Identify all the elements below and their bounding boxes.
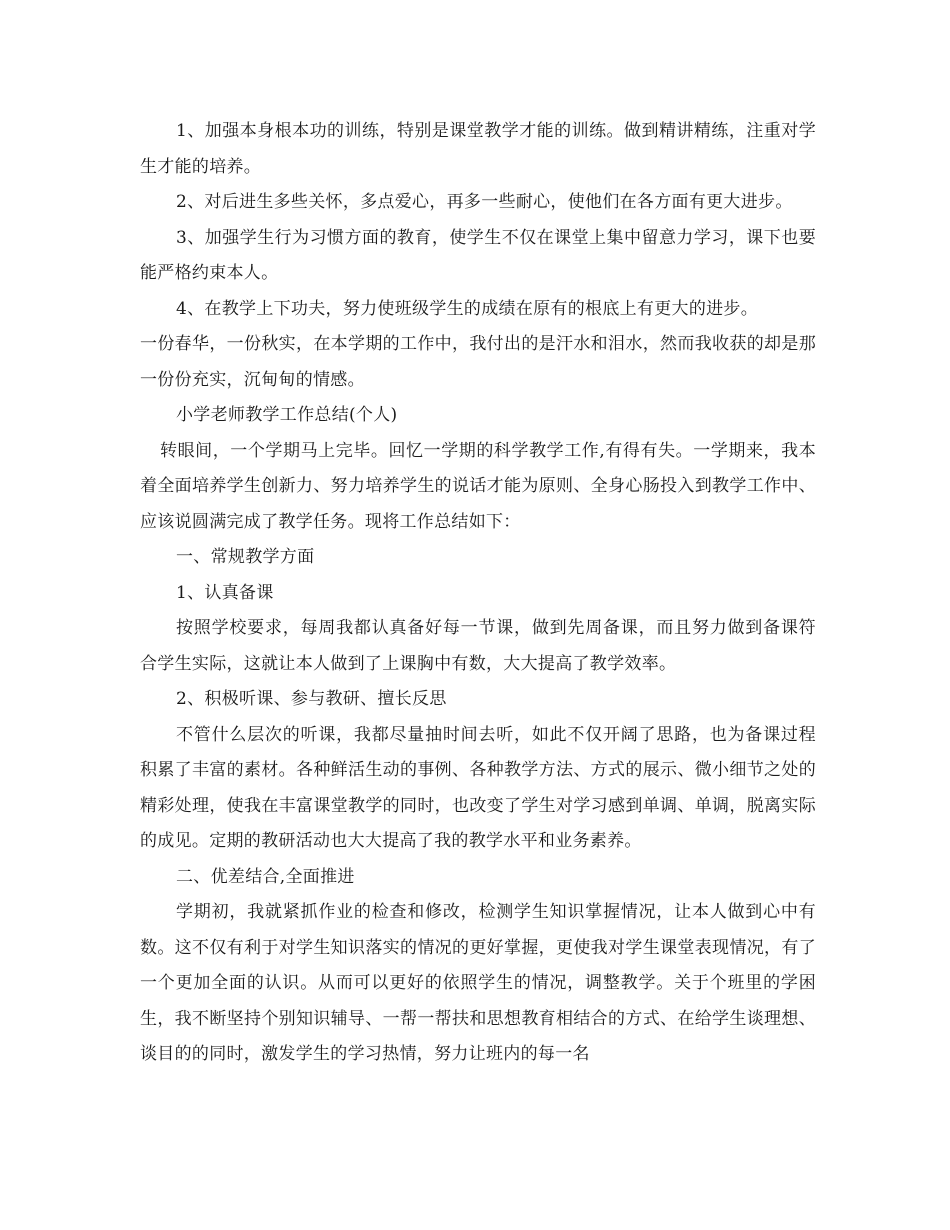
paragraph-1: 1、加强本身根本功的训练，特别是课堂教学才能的训练。做到精讲精练，注重对学生才能的培养。 [140,121,816,177]
paragraph-4: 4、在教学上下功夫，努力使班级学生的成绩在原有的根底上有更大的进步。 [176,298,759,319]
heading-1: 一、常规教学方面 [176,547,315,567]
paragraph-3: 3、加强学生行为习惯方面的教育，使学生不仅在课堂上集中留意力学习，课下也要能严格约束本人。 [140,227,816,283]
subheading-2: 2、积极听课、参与教研、擅长反思 [176,689,447,709]
heading-2: 二、优差结合,全面推进 [176,866,355,887]
paragraph-homework: 学期初，我就紧抓作业的检查和修改，检测学生知识掌握情况，让本人做到心中有数。这不仅有利于对学生知识落实的情况的更好掌握，更使我对学生课堂表现情况，有了一个更加全面的认识。从而可以更好的依照学生的情况，调整教学。关于个班里的学困生，我不断坚持个别知识辅导、一帮一帮扶和思想教育相结合的方式、在给学生谈理想、谈目的的同时，激发学生的学习热情，努力让班内的每一名 [140,902,816,1064]
subheading-1: 1、认真备课 [176,582,274,603]
paragraph-prep: 按照学校要求，每周我都认真备好每一节课，做到先周备课，而且努力做到备课符合学生实际，这就让本人做到了上课胸中有数，大大提高了教学效率。 [140,618,816,674]
paragraph-5: 一份春华，一份秋实，在本学期的工作中，我付出的是汗水和泪水，然而我收获的却是那一份份充实，沉甸甸的情感。 [140,334,816,390]
paragraph-2: 2、对后进生多些关怀，多点爱心，再多一些耐心，使他们在各方面有更大进步。 [176,192,793,212]
section-title: 小学老师教学工作总结(个人) [176,405,398,425]
paragraph-intro: 转眼间，一个学期马上完毕。回忆一学期的科学教学工作,有得有失。一学期来，我本着全面培养学生创新力、努力培养学生的说话才能为原则、全身心肠投入到教学工作中、应该说圆满完成了教学任务。现将工作总结如下： [140,440,816,532]
document-body [140,114,816,1073]
paragraph-listen: 不管什么层次的听课，我都尽量抽时间去听，如此不仅开阔了思路，也为备课过程积累了丰富的素材。各种鲜活生动的事例、各种教学方法、方式的展示、微小细节之处的精彩处理，使我在丰富课堂教学的同时，也改变了学生对学习感到单调、单调，脱离实际的成见。定期的教研活动也大大提高了我的教学水平和业务素养。 [140,724,816,851]
